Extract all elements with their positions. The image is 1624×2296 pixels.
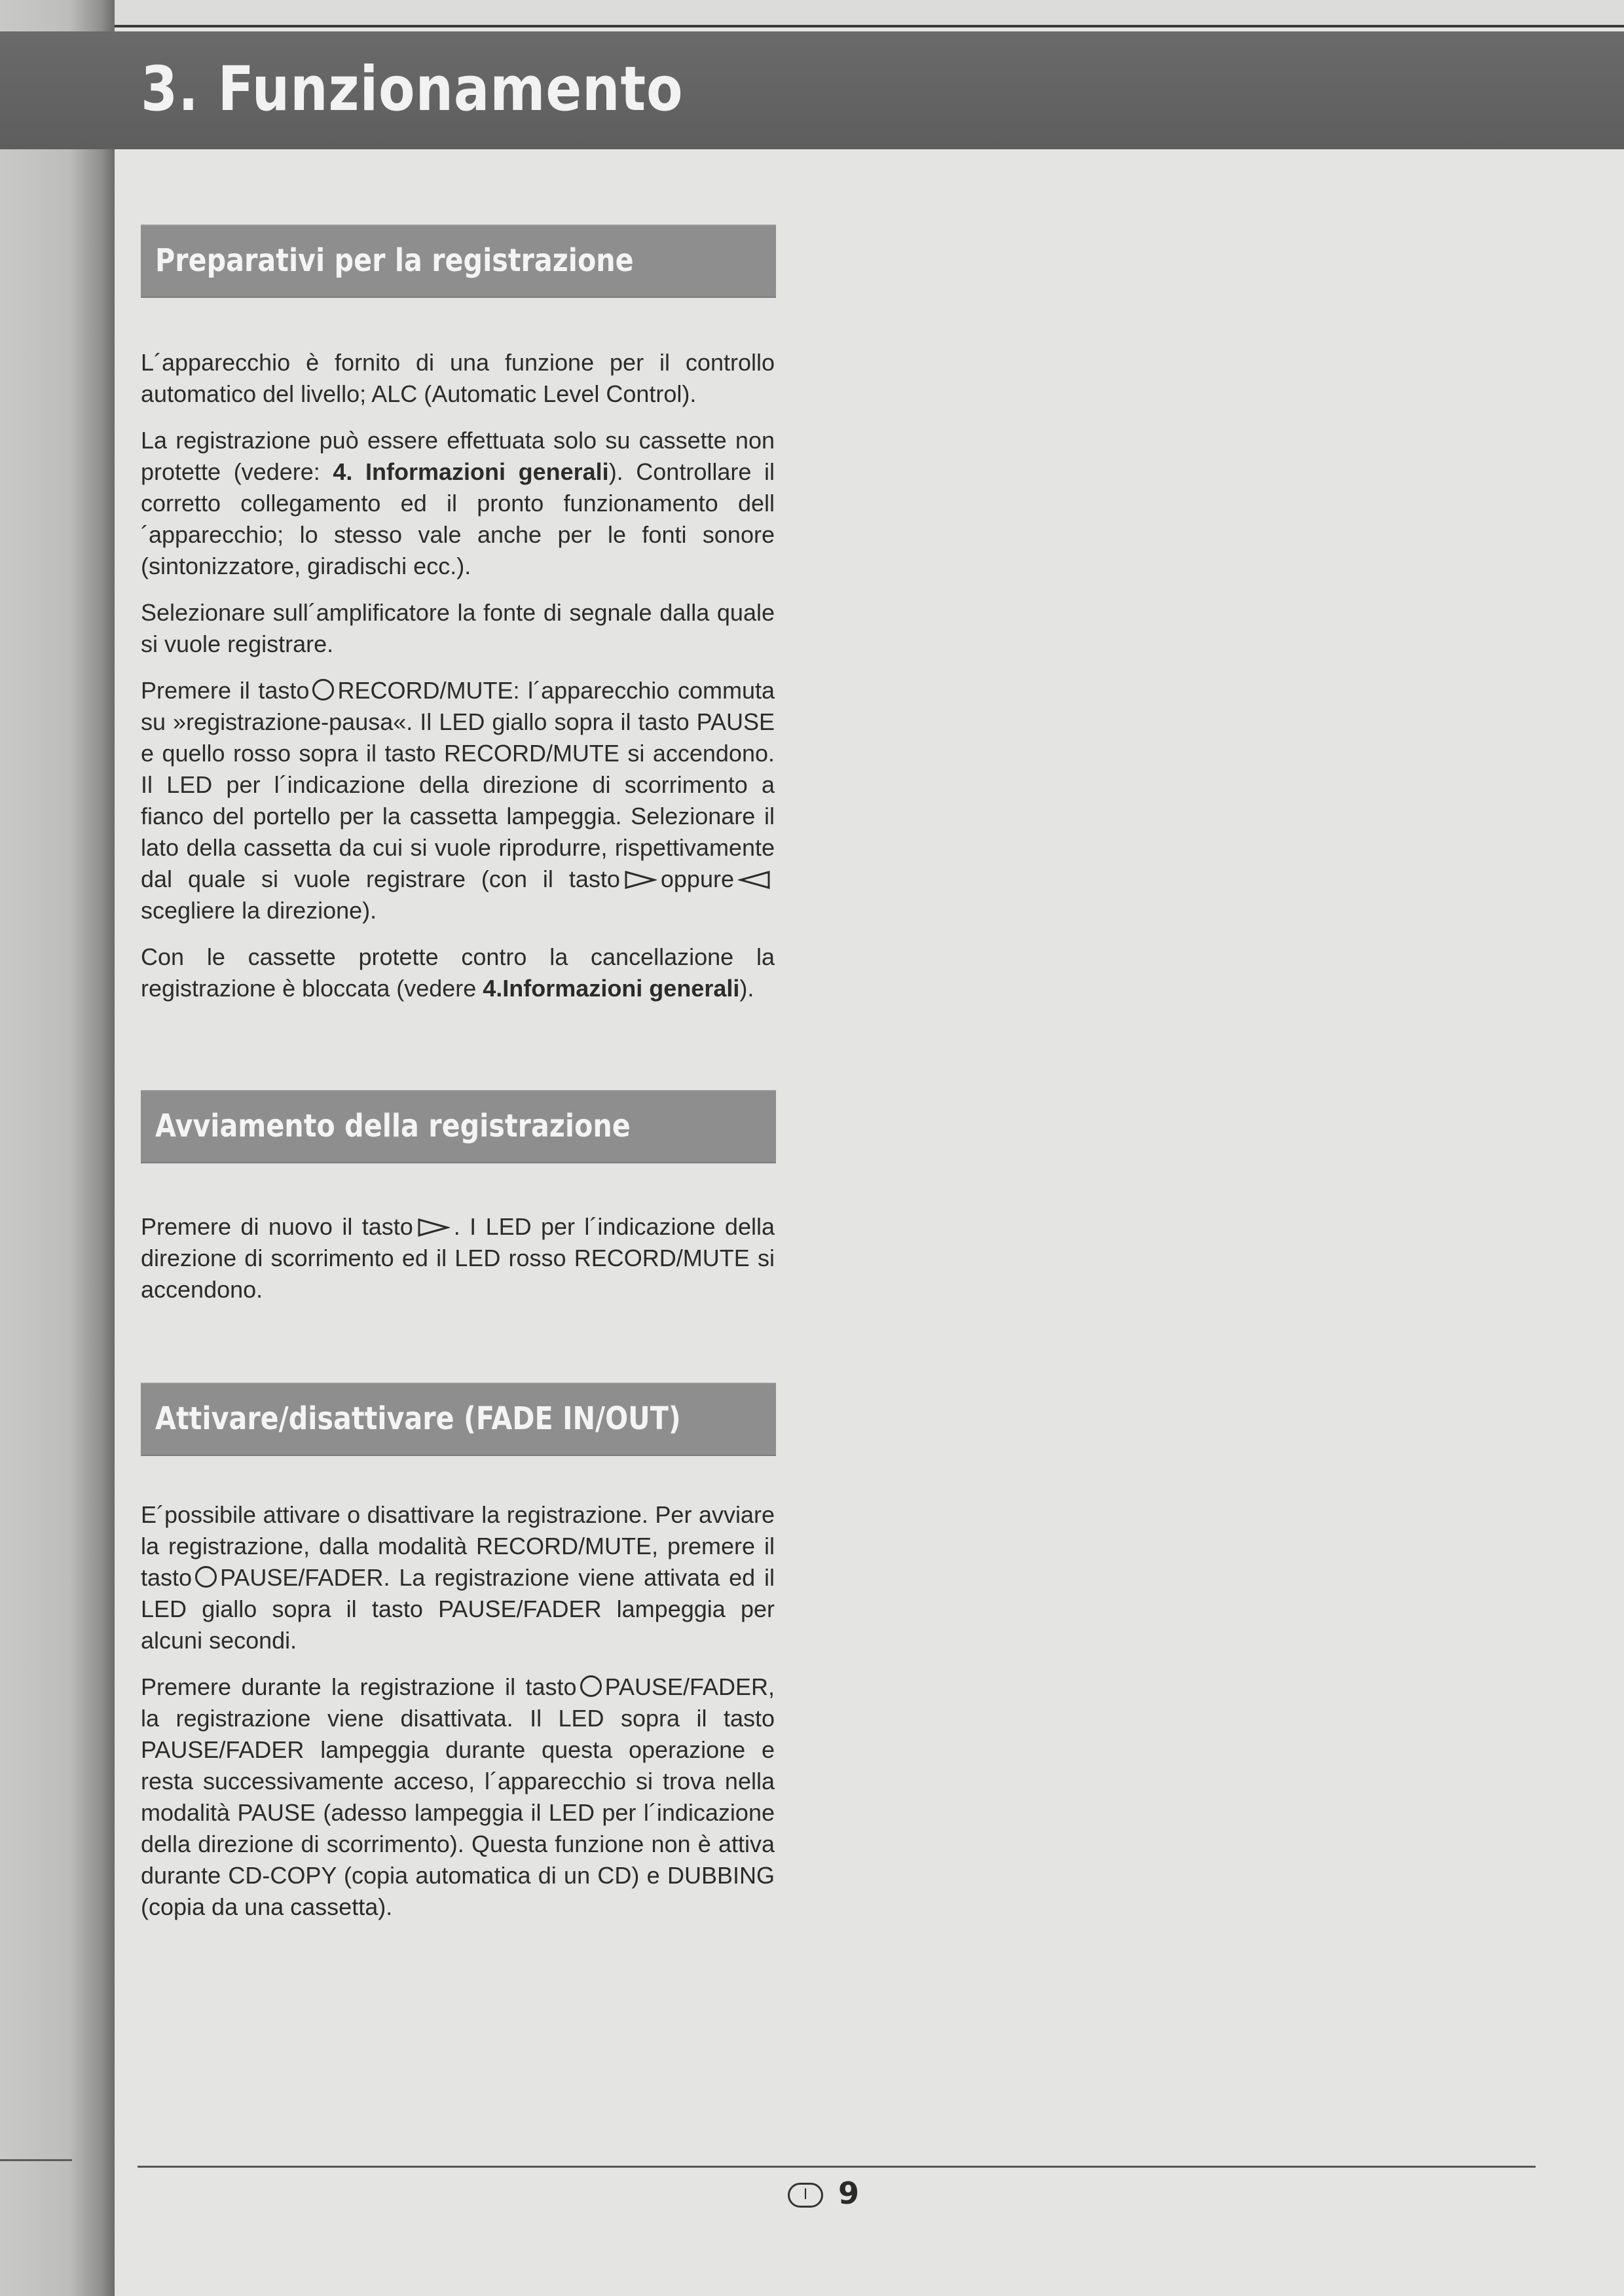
paragraph-alc: L´apparecchio è fornito di una funzione per il controllo automatico del livello; ALC (Automatic Level Control). — [141, 349, 775, 407]
circle-button-icon — [580, 1675, 602, 1697]
language-badge: I — [788, 2183, 823, 2208]
paragraph-fade-out: Premere durante la registrazione il tasto PAUSE/FADER, la registrazione viene disattivata. Il LED sopra il tasto PAUSE/FADER lampeggia durante questa operazione e resta successivamente acceso, l´apparecchio si trova nella modalità PAUSE (adesso lampeggia il LED per l´indicazione della direzione di scorrimento). Questa funzione non è attiva durante CD-COPY (copia automatica di un CD) e DUBBING (copia da una cassetta). — [141, 1673, 775, 1920]
paragraph-erase-protection: Con le cassette protette contro la cancellazione la registrazione è bloccata (vedere 4.Informazioni generali). — [141, 943, 775, 1002]
paragraph-cassette-protection: La registrazione può essere effettuata solo su cassette non protette (vedere: 4. Informazioni generali). Controllare il corretto collegamento ed il pronto funzionamento dell´apparecchio; lo stesso vale anche per le fonti sonore (sintonizzatore, giradischi ecc.). — [141, 427, 775, 579]
section-title-avviamento: Avviamento della registrazione — [155, 1108, 631, 1144]
section-title-fade: Attivare/disattivare (FADE IN/OUT) — [155, 1400, 681, 1437]
section-heading-bar-avviamento — [141, 1090, 776, 1163]
top-page-edge — [115, 0, 1624, 27]
paragraph-start-recording: Premere di nuovo il tasto . I LED per l´indicazione della direzione di scorrimento ed il LED rosso RECORD/MUTE si accendono. — [141, 1213, 775, 1303]
paragraph-signal-source: Selezionare sull´amplificatore la fonte di segnale dalla quale si vuole registrare. — [141, 599, 775, 657]
circle-button-icon — [312, 679, 334, 701]
section-body-preparativi — [141, 347, 775, 1019]
play-forward-triangle-icon — [624, 870, 657, 890]
section-title-preparativi: Preparativi per la registrazione — [155, 242, 634, 279]
paragraph-fade-in: E´possibile attivare o disattivare la registrazione. Per avviare la registrazione, dalla modalità RECORD/MUTE, premere il tasto PAUSE/FADER. La registrazione viene attivata ed il LED giallo sopra il tasto PAUSE/FADER lampeggia per alcuni secondi. — [141, 1501, 775, 1654]
cross-reference: 4. Informazioni generali — [333, 458, 609, 485]
cross-reference: 4.Informazioni generali — [483, 975, 740, 1002]
footer-rule — [138, 2166, 1536, 2168]
circle-button-icon — [195, 1566, 217, 1588]
chapter-title: 3. Funzionamento — [141, 54, 684, 125]
page-number: 9 — [838, 2176, 860, 2211]
section-heading-bar-fade — [141, 1383, 776, 1456]
page-spine-shadow — [0, 0, 115, 2296]
spine-rule — [0, 2159, 72, 2161]
play-forward-triangle-icon — [417, 1218, 450, 1237]
paragraph-record-mute: Premere il tasto RECORD/MUTE: l´apparecchio commuta su »registrazione-pausa«. Il LED giallo sopra il tasto PAUSE e quello rosso sopra il tasto RECORD/MUTE si accendono. Il LED per l´indicazione della direzione di scorrimento a fianco del portello per la cassetta lampeggia. Selezionare il lato della cassetta da cui si vuole riprodurre, rispettivamente dal quale si vuole registrare (con il tasto oppurescegliere la direzione). — [141, 677, 775, 924]
play-reverse-triangle-icon — [738, 870, 771, 890]
section-heading-bar-preparativi — [141, 225, 776, 298]
section-body-avviamento — [141, 1211, 775, 1321]
section-body-fade — [141, 1499, 775, 1938]
